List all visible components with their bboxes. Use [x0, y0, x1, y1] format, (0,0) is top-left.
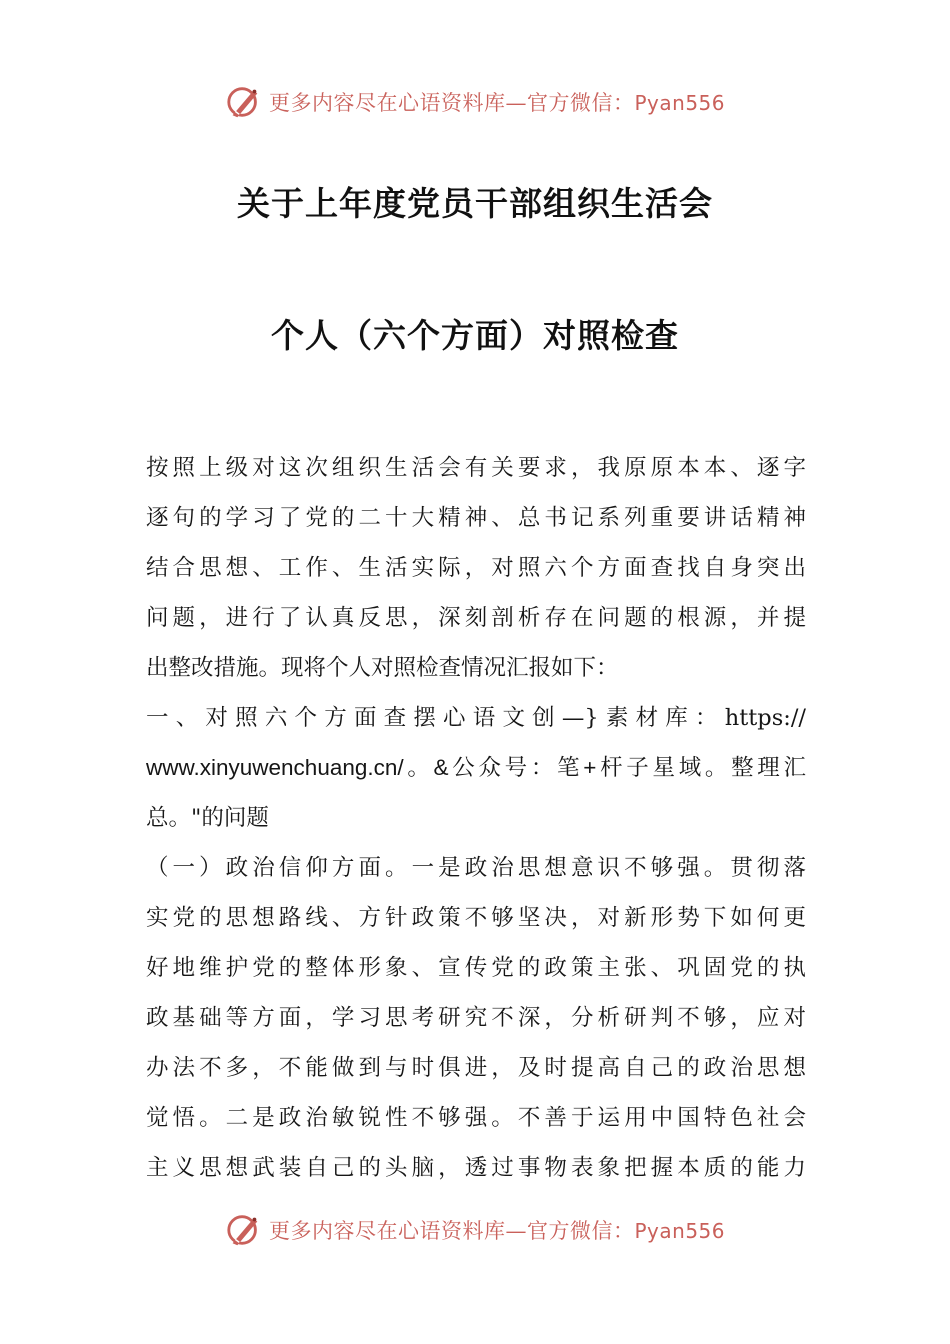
- body-line: 总。"的问题: [146, 805, 269, 831]
- body-line: www.xinyuwenchuang.cn/。&公众号：笔+杆子星域。整理汇: [146, 755, 806, 780]
- document-body: [146, 443, 806, 1193]
- body-line: （一）政治信仰方面。一是政治思想意识不够强。贯彻落: [146, 855, 806, 881]
- body-line: 按照上级对这次组织生活会有关要求，我原原本本、逐字: [146, 455, 806, 481]
- body-line: 逐句的学习了党的二十大精神、总书记系列重要讲话精神: [146, 505, 806, 531]
- document-title-line-1: 关于上年度党员干部组织生活会: [237, 184, 713, 223]
- body-line: 主义思想武装自己的头脑，透过事物表象把握本质的能力: [146, 1155, 806, 1181]
- body-line: 问题，进行了认真反思，深刻剖析存在问题的根源，并提: [146, 605, 806, 631]
- body-line: 结合思想、工作、生活实际，对照六个方面查找自身突出: [146, 555, 806, 581]
- header-wechat-id: Pyan556: [634, 91, 725, 115]
- header-banner-text: 更多内容尽在心语资料库—官方微信：Pyan556: [268, 91, 725, 115]
- body-line: 好地维护党的整体形象、宣传党的政策主张、巩固党的执: [146, 955, 806, 981]
- header-banner: [0, 80, 950, 124]
- footer-banner: [0, 1208, 950, 1252]
- body-line: 一、对照六个方面查摆心语文创—}素材库：https://: [146, 705, 806, 731]
- document-title-line-2: 个人（六个方面）对照检查: [271, 316, 679, 355]
- footer-banner-text: 更多内容尽在心语资料库—官方微信：Pyan556: [268, 1219, 725, 1243]
- body-line: 出整改措施。现将个人对照检查情况汇报如下：: [146, 655, 619, 681]
- pen-circle-logo-icon: [225, 83, 263, 121]
- body-line: 实党的思想路线、方针政策不够坚决，对新形势下如何更: [146, 905, 806, 931]
- pen-circle-logo-icon: [225, 1211, 263, 1249]
- footer-wechat-id: Pyan556: [634, 1219, 725, 1243]
- body-line: 政基础等方面，学习思考研究不深，分析研判不够，应对: [146, 1005, 806, 1031]
- body-line: 觉悟。二是政治敏锐性不够强。不善于运用中国特色社会: [146, 1105, 806, 1131]
- body-line: 办法不多，不能做到与时俱进，及时提高自己的政治思想: [146, 1055, 806, 1081]
